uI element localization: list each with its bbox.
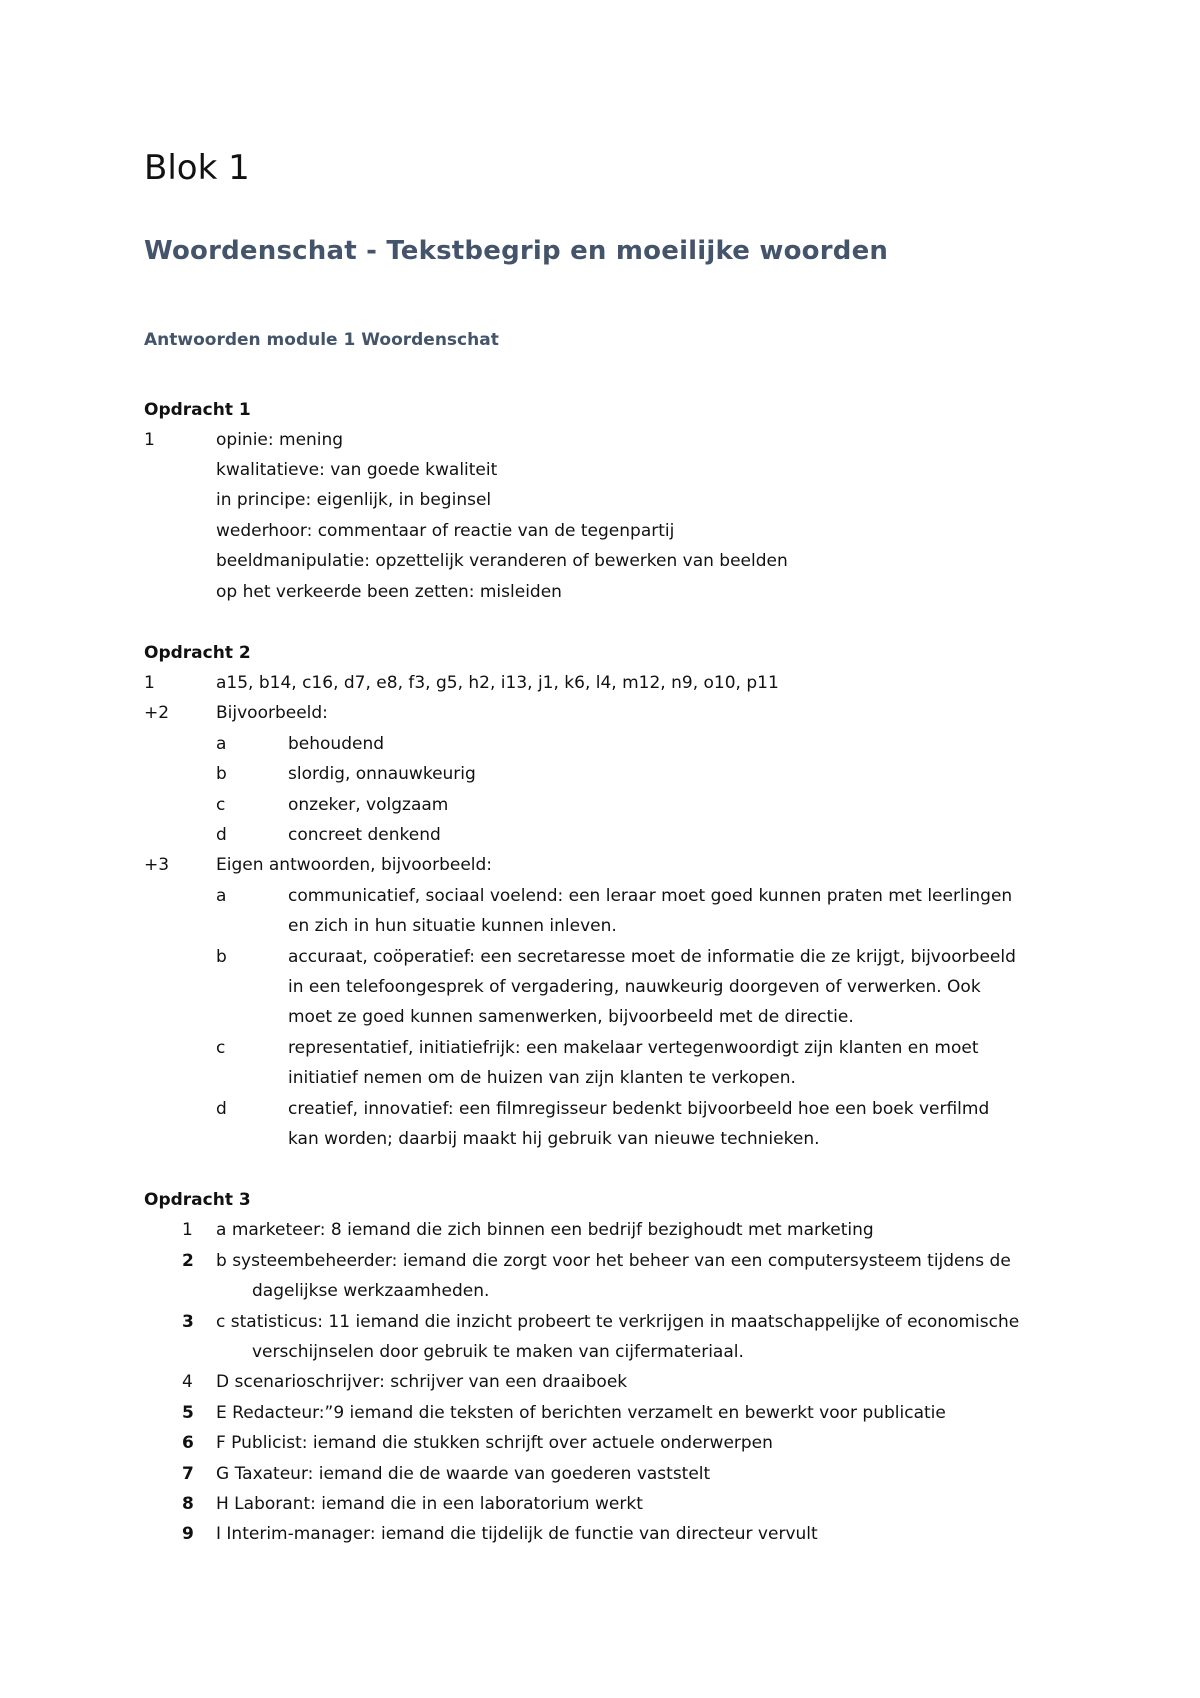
opdracht-1-line: beeldmanipulatie: opzettelijk veranderen of bewerken van beelden [216, 551, 788, 571]
item-text: creatief, innovatief: een filmregisseur bedenkt bijvoorbeeld hoe een boek verfilmd [288, 1099, 990, 1119]
item-text: a marketeer: 8 iemand die zich binnen een bedrijf bezighoudt met marketing [216, 1220, 874, 1240]
item-number: 5 [182, 1403, 194, 1423]
page-subtitle: Woordenschat - Tekstbegrip en moeilijke woorden [144, 236, 889, 266]
item-text: verschijnselen door gebruik te maken van cijfermateriaal. [252, 1342, 744, 1362]
opdracht-1-title: Opdracht 1 [144, 400, 251, 420]
item-letter: a [216, 886, 227, 906]
opdracht-3-title: Opdracht 3 [144, 1190, 251, 1210]
opdracht-1-line: op het verkeerde been zetten: misleiden [216, 582, 562, 602]
opdracht-1-number: 1 [144, 430, 155, 450]
item-text: dagelijkse werkzaamheden. [252, 1281, 490, 1301]
item-text: H Laborant: iemand die in een laboratorium werkt [216, 1494, 643, 1514]
opdracht-2-q2-number: +2 [144, 703, 170, 723]
opdracht-2-q1-answer: a15, b14, c16, d7, e8, f3, g5, h2, i13, j1, k6, l4, m12, n9, o10, p11 [216, 673, 779, 693]
opdracht-1-line: kwalitatieve: van goede kwaliteit [216, 460, 498, 480]
opdracht-2-title: Opdracht 2 [144, 643, 251, 663]
item-number: 1 [182, 1220, 193, 1240]
item-text: in een telefoongesprek of vergadering, nauwkeurig doorgeven of verwerken. Ook [288, 977, 981, 997]
item-letter: c [216, 795, 226, 815]
item-text: concreet denkend [288, 825, 441, 845]
item-number: 4 [182, 1372, 193, 1392]
item-text: I Interim-manager: iemand die tijdelijk de functie van directeur vervult [216, 1524, 818, 1544]
opdracht-1-line: in principe: eigenlijk, in beginsel [216, 490, 492, 510]
item-text: initiatief nemen om de huizen van zijn klanten te verkopen. [288, 1068, 796, 1088]
opdracht-2-q3-number: +3 [144, 855, 170, 875]
item-number: 9 [182, 1524, 194, 1544]
item-text: F Publicist: iemand die stukken schrijft over actuele onderwerpen [216, 1433, 773, 1453]
opdracht-2-q2-intro: Bijvoorbeeld: [216, 703, 328, 723]
section-heading: Antwoorden module 1 Woordenschat [144, 330, 499, 350]
item-number: 6 [182, 1433, 194, 1453]
item-letter: d [216, 825, 227, 845]
item-text: c statisticus: 11 iemand die inzicht probeert te verkrijgen in maatschappelijke of economische [216, 1312, 1020, 1332]
item-text: accuraat, coöperatief: een secretaresse moet de informatie die ze krijgt, bijvoorbeeld [288, 947, 1016, 967]
item-text: E Redacteur:”9 iemand die teksten of berichten verzamelt en bewerkt voor publicatie [216, 1403, 946, 1423]
item-text: moet ze goed kunnen samenwerken, bijvoorbeeld met de directie. [288, 1007, 854, 1027]
opdracht-2-q3-intro: Eigen antwoorden, bijvoorbeeld: [216, 855, 493, 875]
item-number: 7 [182, 1464, 194, 1484]
item-letter: b [216, 764, 227, 784]
item-text: en zich in hun situatie kunnen inleven. [288, 916, 617, 936]
item-letter: a [216, 734, 227, 754]
item-text: behoudend [288, 734, 385, 754]
item-text: b systeembeheerder: iemand die zorgt voor het beheer van een computersysteem tijdens de [216, 1251, 1011, 1271]
item-letter: d [216, 1099, 227, 1119]
item-number: 3 [182, 1312, 194, 1332]
item-letter: c [216, 1038, 226, 1058]
opdracht-1-line: wederhoor: commentaar of reactie van de tegenpartij [216, 521, 675, 541]
item-number: 2 [182, 1251, 194, 1271]
page-title: Blok 1 [144, 148, 250, 188]
item-text: slordig, onnauwkeurig [288, 764, 476, 784]
item-text: onzeker, volgzaam [288, 795, 449, 815]
item-text: kan worden; daarbij maakt hij gebruik van nieuwe technieken. [288, 1129, 820, 1149]
item-text: G Taxateur: iemand die de waarde van goederen vaststelt [216, 1464, 711, 1484]
item-letter: b [216, 947, 227, 967]
item-text: D scenarioschrijver: schrijver van een draaiboek [216, 1372, 628, 1392]
opdracht-2-q1-number: 1 [144, 673, 155, 693]
opdracht-1-line: opinie: mening [216, 430, 344, 450]
item-text: communicatief, sociaal voelend: een leraar moet goed kunnen praten met leerlingen [288, 886, 1013, 906]
item-number: 8 [182, 1494, 194, 1514]
item-text: representatief, initiatiefrijk: een makelaar vertegenwoordigt zijn klanten en moet [288, 1038, 979, 1058]
